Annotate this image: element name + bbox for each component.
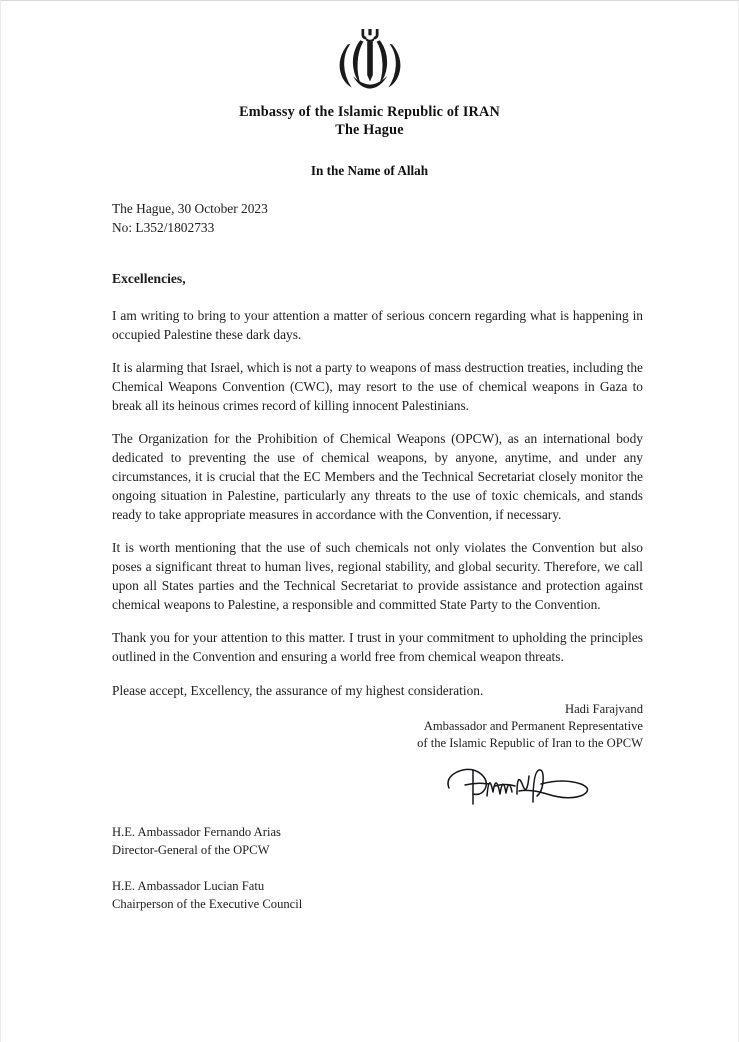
letter-body bbox=[112, 271, 643, 714]
addressee-entry bbox=[112, 878, 302, 914]
signatory-title-line-2: of the Islamic Republic of Iran to the OPCW bbox=[417, 736, 643, 750]
letterhead bbox=[1, 27, 738, 179]
salutation: Excellencies, bbox=[112, 271, 186, 286]
body-paragraph: Thank you for your attention to this matter. I trust in your commitment to upholding the principles outlined in the Convention and ensuring a world free from chemical weapon threats. bbox=[112, 630, 643, 665]
addressee-list bbox=[112, 824, 302, 932]
addressee-name: H.E. Ambassador Fernando Arias bbox=[112, 825, 281, 839]
body-paragraph: I am writing to bring to your attention a matter of serious concern regarding what is happening in occupied Palestine these dark days. bbox=[112, 308, 643, 343]
signature-mark-container bbox=[112, 756, 595, 810]
reference-number: No: L352/1802733 bbox=[112, 220, 215, 236]
body-paragraph: The Organization for the Prohibition of Chemical Weapons (OPCW), as an international body dedicated to preventing the use of chemical weapons, by anyone, anytime, and under any circumstances, it is crucial that the EC Members and the Technical Secretariat closely monitor the ongoing situation in Palestine, particularly any threats to the use of toxic chemicals, and stands ready to take appropriate measures in accordance with the Convention, if necessary. bbox=[112, 431, 643, 523]
embassy-name-line-2: The Hague bbox=[335, 122, 404, 139]
addressee-role: Chairperson of the Executive Council bbox=[112, 896, 303, 911]
signature-block bbox=[112, 701, 643, 810]
addressee-role: Director-General of the OPCW bbox=[112, 842, 270, 857]
letter-meta bbox=[112, 199, 268, 237]
basmala-heading: In the Name of Allah bbox=[310, 163, 429, 179]
handwritten-signature-icon bbox=[443, 756, 595, 810]
signatory-title-line-1: Ambassador and Permanent Representative bbox=[423, 719, 643, 733]
embassy-name-line-1: Embassy of the Islamic Republic of IRAN bbox=[239, 104, 500, 120]
place-and-date: The Hague, 30 October 2023 bbox=[112, 201, 268, 216]
signatory-name: Hadi Farajvand bbox=[565, 702, 643, 716]
body-paragraph: It is worth mentioning that the use of such chemicals not only violates the Convention but also poses a significant threat to human lives, regional stability, and global security. Therefore, we call upon all States parties and the Technical Secretariat to provide assistance and protection against chemical weapons to Palestine, a responsible and committed State Party to the Convention. bbox=[112, 540, 643, 613]
body-paragraph: It is alarming that Israel, which is not a party to weapons of mass destruction treaties, including the Chemical Weapons Convention (CWC), may resort to the use of chemical weapons in Gaza to break all its heinous crimes record of killing innocent Palestinians. bbox=[112, 360, 643, 414]
body-paragraph: Please accept, Excellency, the assurance of my highest consideration. bbox=[112, 682, 484, 698]
addressee-entry bbox=[112, 824, 302, 860]
addressee-name: H.E. Ambassador Lucian Fatu bbox=[112, 878, 265, 893]
iran-national-emblem-icon bbox=[333, 27, 407, 93]
